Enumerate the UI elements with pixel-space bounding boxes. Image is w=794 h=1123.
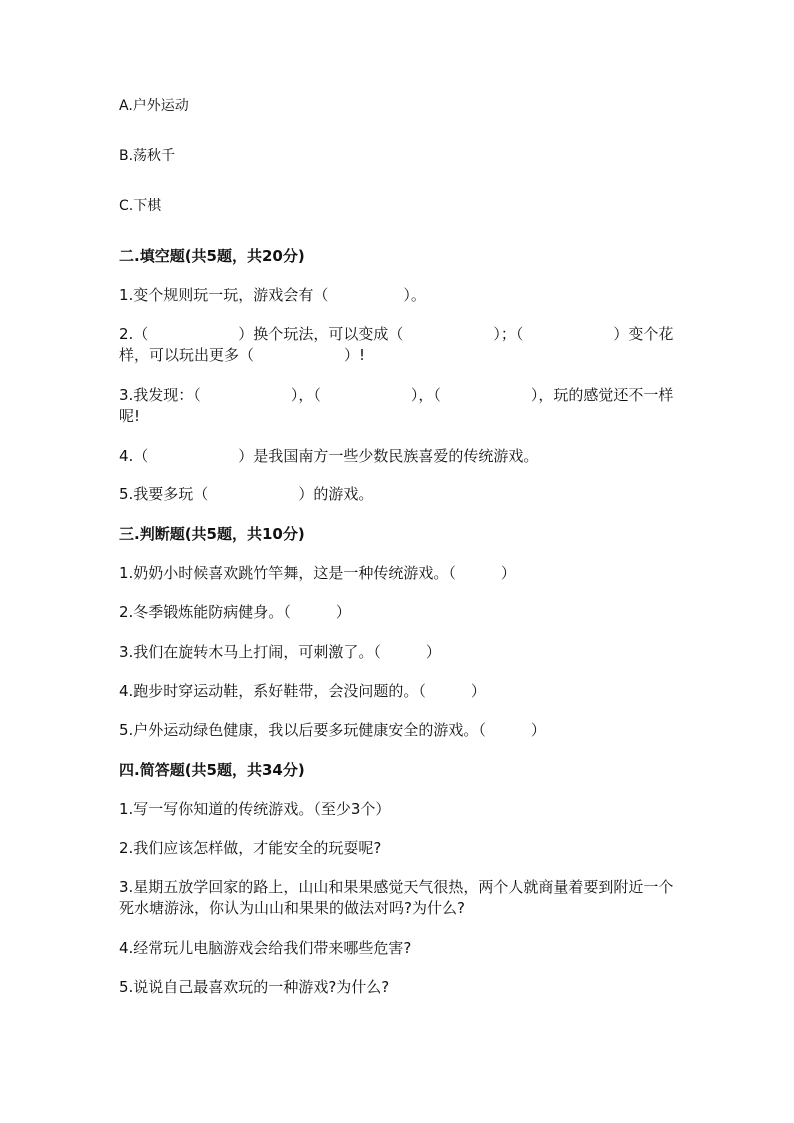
judge-question-5: 5.户外运动绿色健康，我以后要多玩健康安全的游戏。（ ） bbox=[119, 721, 546, 739]
short-question-2: 2.我们应该怎样做，才能安全的玩耍呢? bbox=[119, 839, 382, 857]
choice-option-c: C.下棋 bbox=[119, 198, 162, 214]
short-question-1: 1.写一写你知道的传统游戏。（至少3个） bbox=[119, 800, 391, 818]
section-heading-true-false: 三.判断题(共5题，共10分) bbox=[119, 525, 305, 543]
fill-question-4: 4.（ ）是我国南方一些少数民族喜爱的传统游戏。 bbox=[119, 447, 539, 465]
fill-question-2: 2.（ ）换个玩法，可以变成（ ）；（ ）变个花样，可以玩出更多（ ）! bbox=[119, 325, 674, 364]
judge-question-4: 4.跑步时穿运动鞋，系好鞋带，会没问题的。（ ） bbox=[119, 682, 486, 700]
judge-question-2: 2.冬季锻炼能防病健身。（ ） bbox=[119, 603, 351, 621]
fill-question-1: 1.变个规则玩一玩，游戏会有（ ）。 bbox=[119, 286, 426, 304]
fill-question-5: 5.我要多玩（ ）的游戏。 bbox=[119, 485, 374, 503]
fill-question-3: 3.我发现：（ ），（ ），（ ），玩的感觉还不一样呢! bbox=[119, 386, 674, 425]
choice-option-a: A.户外运动 bbox=[119, 98, 189, 114]
section-heading-short-answer: 四.简答题(共5题，共34分) bbox=[119, 761, 305, 779]
judge-question-3: 3.我们在旋转木马上打闹，可刺激了。（ ） bbox=[119, 643, 441, 661]
short-question-5: 5.说说自己最喜欢玩的一种游戏?为什么? bbox=[119, 978, 390, 996]
section-heading-fill-in: 二.填空题(共5题，共20分) bbox=[119, 247, 305, 265]
choice-option-b: B.荡秋千 bbox=[119, 148, 176, 164]
short-question-4: 4.经常玩儿电脑游戏会给我们带来哪些危害? bbox=[119, 939, 412, 957]
short-question-3: 3.星期五放学回家的路上，山山和果果感觉天气很热，两个人就商量着要到附近一个死水塘游泳，你认为山山和果果的做法对吗?为什么? bbox=[119, 878, 674, 917]
judge-question-1: 1.奶奶小时候喜欢跳竹竿舞，这是一种传统游戏。（ ） bbox=[119, 564, 516, 582]
